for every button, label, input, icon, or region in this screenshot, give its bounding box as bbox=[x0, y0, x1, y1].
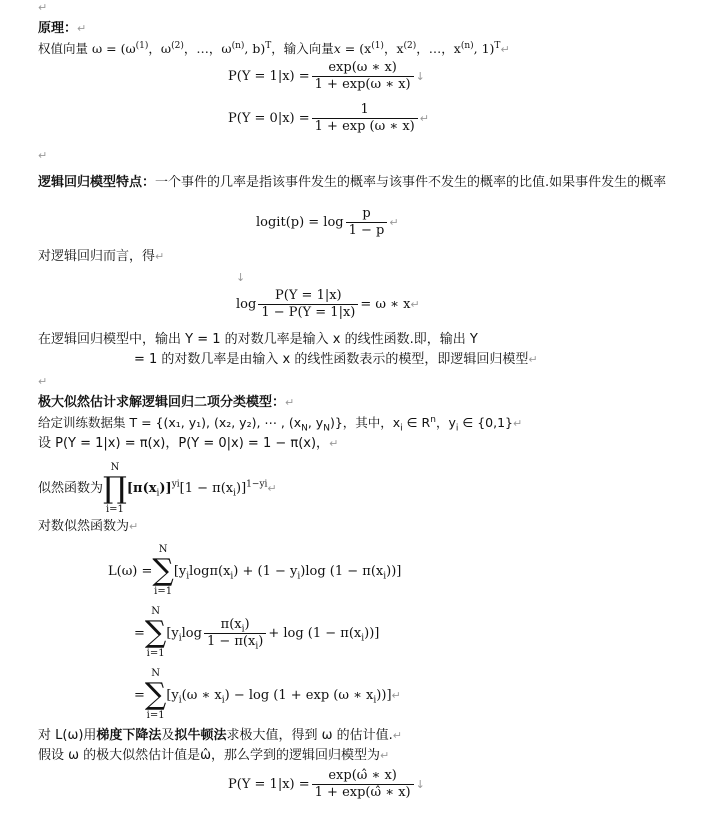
principle-heading: 原理：↵ bbox=[38, 21, 87, 36]
likelihood-line: 似然函数为N ∏ $i=1[\pi(x_i)]^{yi}[1$ − $\pi(x_i)]^{1-yi}↵$ bbox=[38, 462, 277, 515]
equation-p1: P(Y = 1|x) = $\frac{\exp(\omega ∗ x)}{1 + \exp(\omega ∗ x)}$ ↓ bbox=[228, 60, 425, 92]
equation-log-odds: log $\frac{P(Y = 1|x)}{1 - P(Y = 1|x)}$ = ω ∗ x↵ bbox=[236, 288, 420, 320]
training-set-line: 给定训练数据集 T = {(x₁, y₁), (x₂, y₂), ⋯ , ($x_N$, $y_N$)}，其中，$x_i$ ∈ $R^n$，$y_i$ ∈ {0,1}↵ bbox=[38, 414, 523, 434]
solve-line: 对 L(ω)用梯度下降法及拟牛顿法求极大值，得到 ω 的估计值.↵ bbox=[38, 728, 402, 743]
assume-line: 假设 ω 的极大似然估计值是ω̂，那么学到的逻辑回归模型为↵ bbox=[38, 748, 390, 763]
for-lr-line: 对逻辑回归而言，得↵ bbox=[38, 249, 165, 264]
mle-heading: 极大似然估计求解逻辑回归二项分类模型：↵ bbox=[38, 395, 295, 410]
equation-logit: logit(p) = log $\frac{p}{1 - p}$ ↵ bbox=[256, 206, 399, 238]
features-line: 逻辑回归模型特点：一个事件的几率是指该事件发生的概率与该事件不发生的概率的比值.如果事件发生的概率 bbox=[38, 175, 667, 190]
equation-L3: =N ∑ $i=1[y_i(\omega$ ∗ $x_i) - \log (1 + \exp (\omega$ ∗ $x_i))]↵$ bbox=[134, 668, 401, 721]
equation-L1: L(ω) =N ∑ $i=1[y_i\log\pi(x_i) + (1 - y_i)\log$ $(1 - \pi(x_i))$] bbox=[108, 544, 402, 597]
equation-L2: =N ∑ $i=1[y_i\log$ $\frac{\pi(x_i)}{1 - \pi(x_i)}$ + $\log (1 - \pi(x_i))$] bbox=[134, 606, 380, 659]
log-likelihood-line: 对数似然函数为↵ bbox=[38, 519, 139, 534]
paragraph-mark: ↵ bbox=[38, 375, 48, 388]
paragraph-mark: ↵ bbox=[38, 149, 48, 162]
linear-line-2: = 1 的对数几率是由输入 x 的线性函数表示的模型，即逻辑回归模型↵ bbox=[134, 352, 538, 367]
equation-final: P(Y = 1|x) = $\frac{\exp(\omegâ ∗ x)}{1 + \exp(\omegâ ∗ x)}$ ↓ bbox=[228, 768, 425, 800]
paragraph-mark: ↓ bbox=[236, 271, 246, 284]
let-line: 设 P(Y = 1|x) = π(x)，P(Y = 0|x) = 1 − π(x)，↵ bbox=[38, 436, 339, 451]
weight-vector-line: 权值向量 $\omega = (\omega^{(1)}$，$\omega^{(2)}$，…，$\omega^{(n)}$, b)$^T$，输入向量$x = (x^{(1)}$，$x^{(2)}$，…，$x^{(n)}$, 1)$^T$↵ bbox=[38, 40, 510, 56]
paragraph-mark: ↵ bbox=[38, 1, 48, 14]
equation-p0: P(Y = 0|x) = $\frac{1}{1 + \exp (\omega ∗ x)}$ ↵ bbox=[228, 102, 429, 134]
linear-line-1: 在逻辑回归模型中，输出 Y = 1 的对数几率是输入 x 的线性函数.即，输出 Y bbox=[38, 332, 478, 347]
